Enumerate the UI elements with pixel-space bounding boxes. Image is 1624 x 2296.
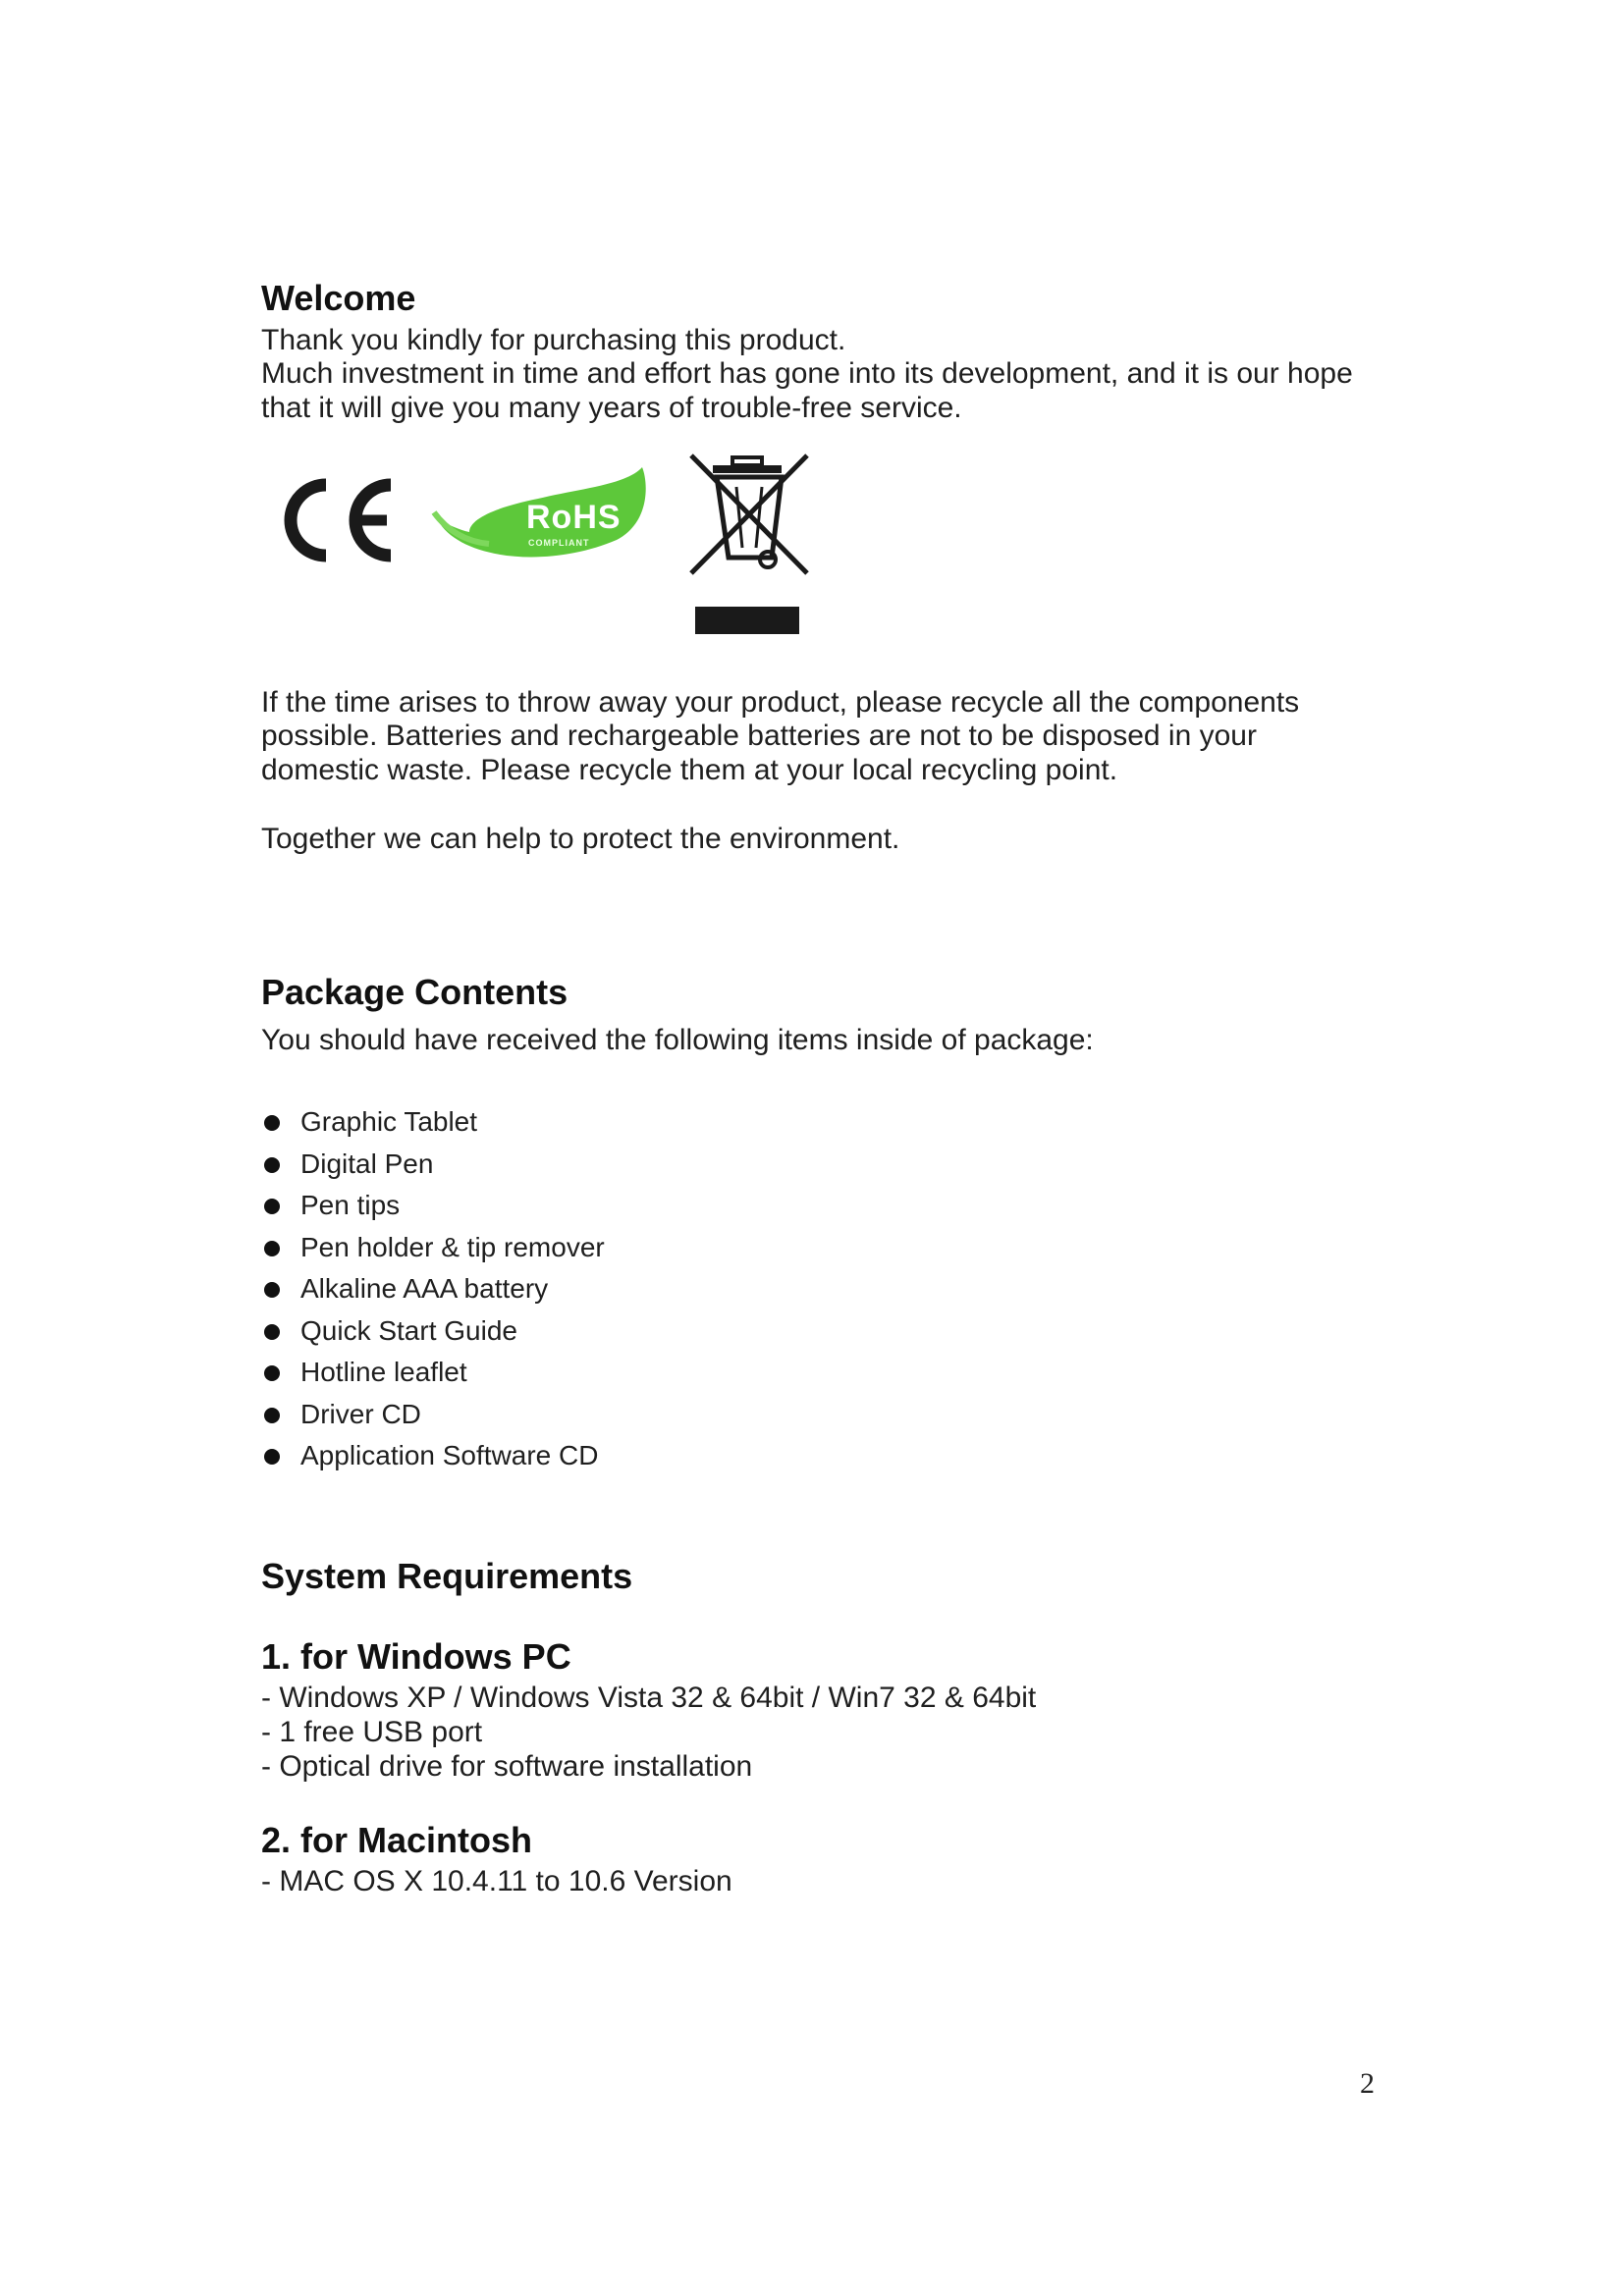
bullet-icon [264, 1157, 280, 1173]
bullet-icon [264, 1282, 280, 1298]
mac-heading: 2. for Macintosh [261, 1820, 533, 1860]
bullet-icon [264, 1199, 280, 1214]
list-item: Graphic Tablet [261, 1101, 605, 1144]
welcome-heading: Welcome [261, 278, 416, 318]
package-intro: You should have received the following items inside of package: [261, 1024, 1094, 1056]
windows-req-line-3: - Optical drive for software installation [261, 1750, 753, 1783]
bullet-icon [264, 1449, 280, 1465]
windows-req-line-1: - Windows XP / Windows Vista 32 & 64bit / Win7 32 & 64bit [261, 1682, 1037, 1714]
rohs-subtext: COMPLIANT [528, 538, 590, 548]
rohs-logo [430, 461, 656, 579]
recycle-line-1: If the time arises to throw away your product, please recycle all the components [261, 686, 1300, 719]
welcome-line-2: Much investment in time and effort has gone into its development, and it is our hope [261, 357, 1353, 390]
ce-mark-icon [275, 471, 403, 569]
bullet-icon [264, 1241, 280, 1256]
list-item: Alkaline AAA battery [261, 1268, 605, 1310]
bullet-icon [264, 1115, 280, 1131]
crossed-out-wheelie-bin-icon [685, 452, 813, 638]
rohs-text: RoHS [526, 499, 622, 536]
bullet-icon [264, 1408, 280, 1423]
mac-req-line-1: - MAC OS X 10.4.11 to 10.6 Version [261, 1865, 732, 1897]
welcome-line-3: that it will give you many years of trouble-free service. [261, 392, 962, 424]
list-item: Hotline leaflet [261, 1352, 605, 1394]
windows-heading: 1. for Windows PC [261, 1636, 571, 1677]
list-item: Application Software CD [261, 1435, 605, 1477]
list-item: Pen holder & tip remover [261, 1227, 605, 1269]
list-item: Quick Start Guide [261, 1310, 605, 1353]
bullet-icon [264, 1324, 280, 1340]
bullet-icon [264, 1365, 280, 1381]
requirements-heading: System Requirements [261, 1556, 633, 1596]
recycle-line-3: domestic waste. Please recycle them at your local recycling point. [261, 754, 1118, 786]
list-item: Digital Pen [261, 1144, 605, 1186]
welcome-line-1: Thank you kindly for purchasing this product. [261, 324, 846, 356]
page-number: 2 [1360, 2067, 1375, 2100]
list-item: Driver CD [261, 1394, 605, 1436]
package-heading: Package Contents [261, 972, 568, 1012]
list-item: Pen tips [261, 1185, 605, 1227]
recycle-line-2: possible. Batteries and rechargeable batteries are not to be disposed in your [261, 720, 1257, 752]
package-items [261, 1101, 605, 1477]
windows-req-line-2: - 1 free USB port [261, 1716, 483, 1748]
compliance-logos [275, 452, 825, 648]
recycle-together: Together we can help to protect the environment. [261, 823, 900, 855]
